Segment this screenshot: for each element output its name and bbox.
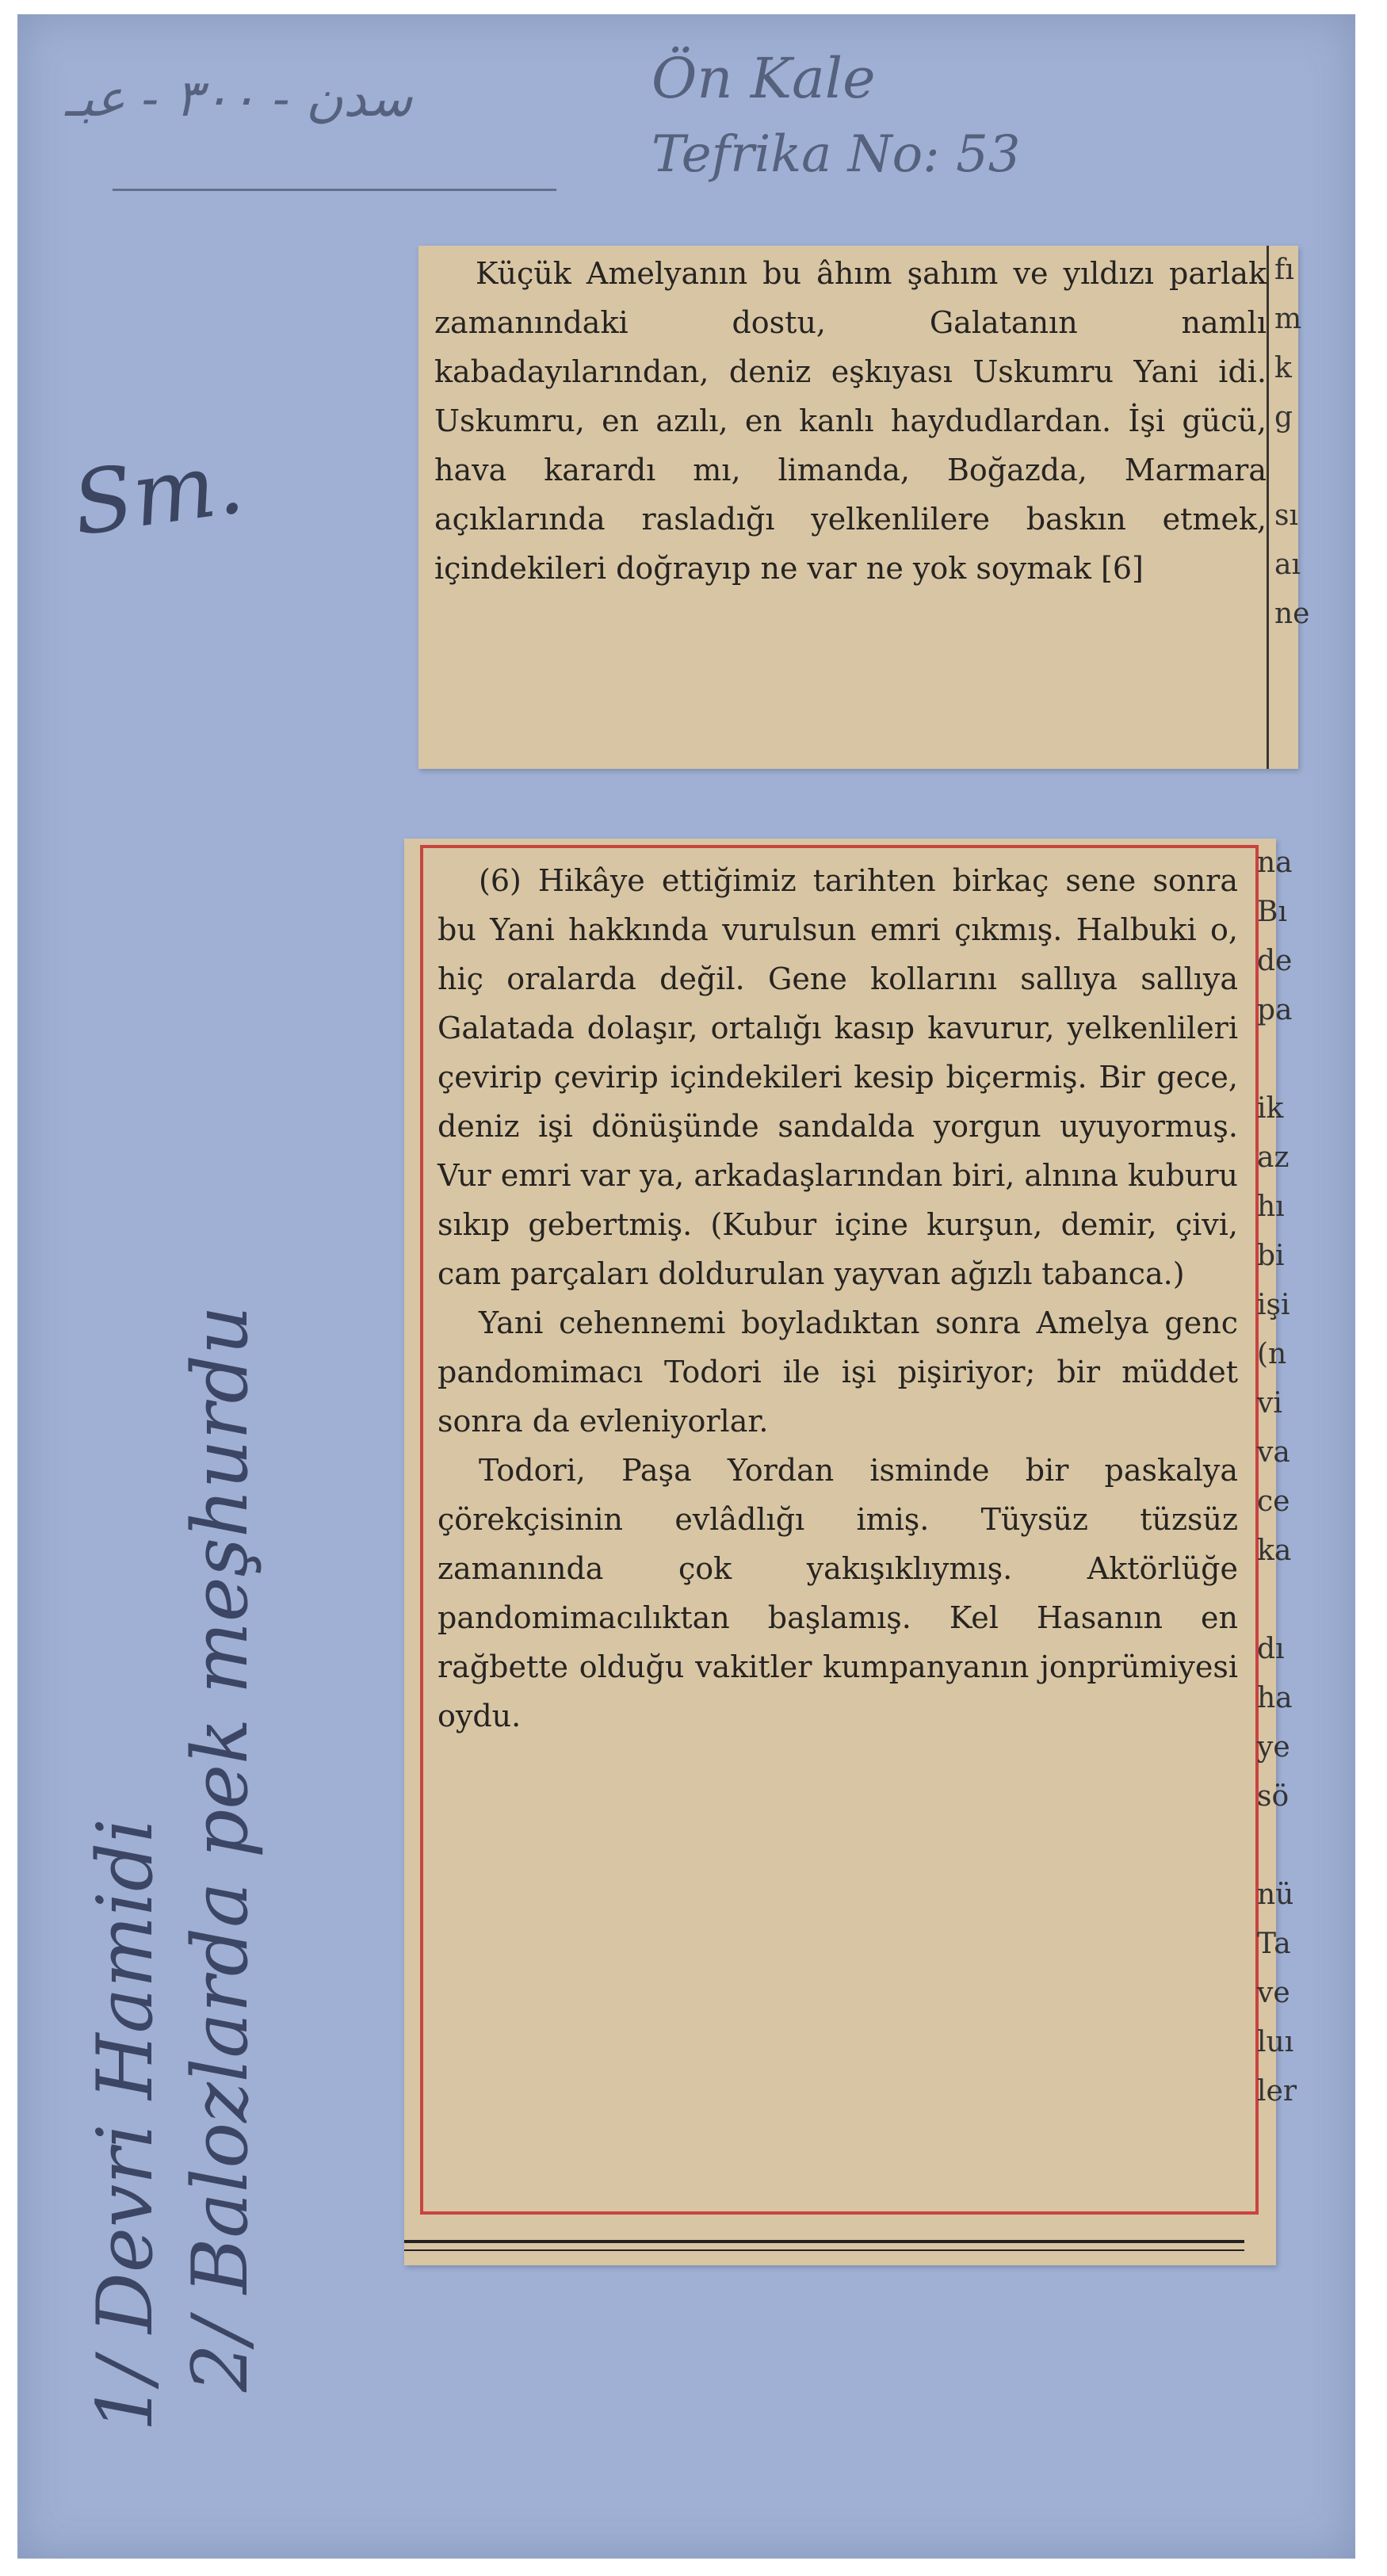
newspaper-clipping-1 [418, 246, 1310, 769]
clipping2-side-fragment: nü [1257, 1878, 1294, 1911]
bottom-rule-thick [404, 2240, 1244, 2243]
header-handwriting-ottoman: سدن - ۳۰۰ - عبـ [65, 70, 413, 128]
clipping2-side-fragment: hı [1257, 1191, 1285, 1223]
clipping2-side-fragment [1257, 1035, 1289, 1084]
clipping2-side-fragment: ve [1257, 1977, 1290, 2009]
clipping2-side-fragment: ka [1257, 1535, 1292, 1567]
clipping-1-paragraph: Küçük Amelyanın bu âhım şahım ve yıldızı parlak zamanındaki dostu, Galatanın namlı kabadayılarından, deniz eşkıyası Uskumru Yani idi. Uskumru, en azılı, en kanlı haydudlardan. İşi gücü, hava karardı mı, limanda, Boğazda, Marmara açıklarında rasladığı yelkenlilere baskın etmek, içindekileri doğrayıp ne var ne yok soymak [6] [434, 256, 1267, 586]
clipping2-side-fragment: Ta [1257, 1928, 1291, 1960]
clipping2-side-fragment: ha [1257, 1682, 1293, 1714]
clipping-2-adjacent-column [1257, 839, 1297, 2265]
handwritten-initials: Sm. [67, 430, 250, 556]
clipping1-side-fragment: sı [1274, 499, 1298, 532]
clipping2-side-fragment [1257, 1821, 1289, 1871]
clipping2-side-fragment: ik [1257, 1092, 1284, 1125]
newspaper-clipping-2 [404, 839, 1297, 2265]
margin-note-1: 1/ Devri Hamidi [81, 1818, 170, 2432]
clipping2-side-fragment: de [1257, 945, 1293, 977]
clipping2-side-fragment: az [1257, 1141, 1290, 1174]
clipping1-side-fragment: m [1274, 303, 1302, 335]
clipping2-side-fragment: işi [1257, 1289, 1290, 1321]
clipping-2-paragraph-1: (6) Hikâye ettiğimiz tarihten birkaç sene sonra bu Yani hakkında vurulsun emri çıkmış. Halbuki o, hiç oralarda değil. Gene kollarını sallıya sallıya Galatada dolaşır, ortalığı kasıp kavurur, yelkenlileri çevirip çevirip içindekileri kesip biçermiş. Bir gece, deniz işi dönüşünde sandalda yorgun uyuyormuş. Vur emri var ya, arkadaşlarından biri, alnına kuburu sıkıp gebertmiş. (Kubur içine kurşun, demir, çivi, cam parçaları doldurulan yayvan ağızlı tabanca.) [437, 863, 1238, 1291]
column-rule [1267, 246, 1269, 769]
clipping2-side-fragment: sö [1257, 1780, 1290, 1813]
clipping2-side-fragment: Bı [1257, 896, 1287, 928]
clipping-2-body [437, 856, 1238, 1741]
clipping-2-paragraph-3: Todori, Paşa Yordan isminde bir paskalya çörekçisinin evlâdlığı imiş. Tüysüz tüzsüz zamanında çok yakışıklıymış. Aktörlüğe pandomimacılıktan başlamış. Kel Hasanın en rağbette olduğu vakitler kumpanyanın jonprümiyesi oydu. [437, 1453, 1238, 1733]
clipping-1-adjacent-column [1274, 246, 1310, 769]
header-handwriting-title: Ön Kale [651, 46, 876, 111]
clipping2-side-fragment: ler [1257, 2075, 1297, 2108]
header-reference-number: Tefrika No: 53 [651, 125, 1021, 184]
clipping1-side-fragment: fı [1274, 254, 1294, 286]
clipping1-side-fragment: k [1274, 352, 1292, 384]
clipping2-side-fragment: va [1257, 1436, 1290, 1469]
header-underline [113, 189, 556, 191]
clipping1-side-fragment: ne [1274, 598, 1310, 630]
margin-note-2: 2/ Balozlarda pek meşhurdu [176, 1305, 265, 2392]
clipping-2-paragraph-2: Yani cehennemi boyladıktan sonra Amelya genc pandomimacı Todori ile işi pişiriyor; bir müddet sonra da evleniyorlar. [437, 1305, 1238, 1439]
clipping1-side-fragment [1274, 442, 1298, 491]
clipping2-side-fragment: na [1257, 847, 1293, 879]
clipping-1-body [434, 249, 1267, 593]
clipping2-side-fragment: ye [1257, 1731, 1290, 1764]
clipping2-side-fragment [1257, 1576, 1289, 1625]
clipping1-side-fragment: aı [1274, 548, 1301, 581]
clipping2-side-fragment: luı [1257, 2026, 1294, 2058]
bottom-rule-thin [404, 2249, 1244, 2251]
clipping2-side-fragment: ce [1257, 1485, 1290, 1518]
archive-sheet [17, 14, 1355, 2559]
clipping2-side-fragment: vi [1257, 1387, 1282, 1420]
clipping1-side-fragment: g [1274, 401, 1293, 434]
clipping2-side-fragment: bi [1257, 1240, 1285, 1272]
clipping2-side-fragment: (n [1257, 1338, 1287, 1370]
clipping2-side-fragment: pa [1257, 994, 1293, 1026]
clipping2-side-fragment: dı [1257, 1633, 1285, 1665]
